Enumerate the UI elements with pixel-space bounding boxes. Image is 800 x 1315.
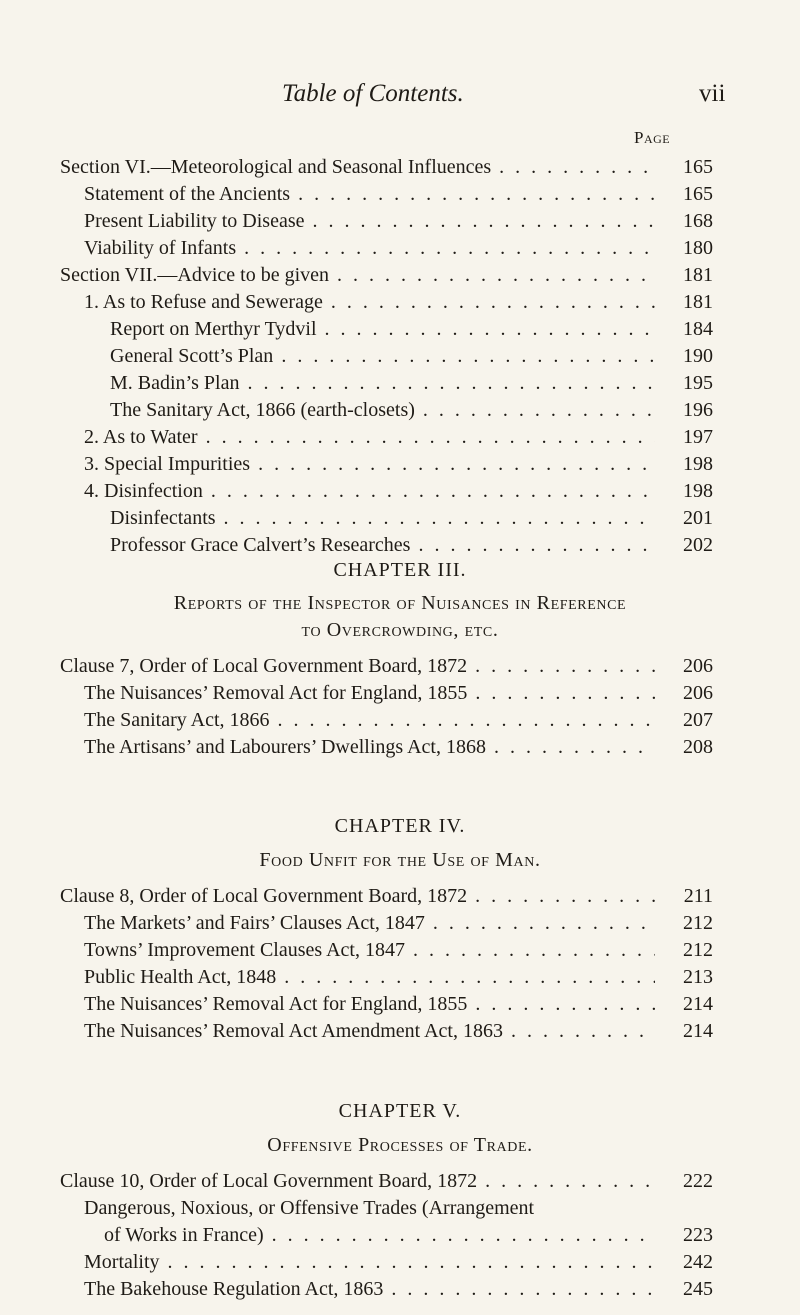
toc-entry (60, 881, 713, 911)
chapter-subtitle: Offensive Processes of Trade. (267, 1134, 533, 1156)
page-folio: vii (699, 80, 726, 107)
toc-entry-text: The Sanitary Act, 1866 (earth-closets) . . . (110, 395, 655, 425)
toc-entry (84, 705, 713, 735)
toc-entry (84, 1247, 713, 1277)
chapter-heading: CHAPTER IV. (334, 815, 466, 837)
toc-entry-text: 2. As to Water . . . (84, 422, 655, 452)
toc-entry-text: Professor Grace Calvert’s Researches . . . (110, 530, 655, 560)
toc-entry-text: Section VI.—Meteorological and Seasonal Influences . . . (60, 152, 655, 182)
toc-entry-page: 208 (683, 736, 713, 758)
toc-entry (84, 908, 713, 938)
toc-entry-page: 206 (683, 682, 713, 704)
toc-entry-text: of Works in France) . . . (104, 1220, 655, 1250)
toc-entry-page: 206 (683, 655, 713, 677)
toc-entry-page: 213 (683, 966, 713, 988)
toc-entry-page: 214 (683, 993, 713, 1015)
toc-entry (84, 678, 713, 708)
toc-entry-page: 212 (683, 912, 713, 934)
running-title: Table of Contents. (282, 80, 464, 107)
toc-entry (84, 1016, 713, 1046)
toc-entry-text: Clause 7, Order of Local Government Board, 1872 . . . (60, 651, 655, 681)
toc-entry-text: The Nuisances’ Removal Act for England, 1855 . . . (84, 989, 655, 1019)
toc-entry-text: The Artisans’ and Labourers’ Dwellings Act, 1868 . . . (84, 732, 655, 762)
toc-entry (84, 476, 713, 506)
toc-entry (84, 233, 713, 263)
toc-entry (110, 530, 713, 560)
toc-entry-page: 212 (683, 939, 713, 961)
toc-entry-page: 165 (683, 156, 713, 178)
toc-entry (60, 651, 713, 681)
toc-entry (60, 152, 713, 182)
chapter-heading: CHAPTER III. (333, 559, 467, 581)
toc-entry-page: 165 (683, 183, 713, 205)
chapter-heading: CHAPTER V. (338, 1100, 462, 1122)
toc-entry (84, 1274, 713, 1304)
toc-entry-text: The Nuisances’ Removal Act for England, 1855 . . . (84, 678, 655, 708)
toc-entry-page: 242 (683, 1251, 713, 1273)
toc-entry (110, 503, 713, 533)
toc-entry-text: Dangerous, Noxious, or Offensive Trades (Arrangement (84, 1197, 535, 1219)
toc-entry-page: 184 (683, 318, 713, 340)
toc-entry (84, 206, 713, 236)
running-head (0, 80, 800, 112)
chapter-subtitle: to Overcrowding, etc. (301, 619, 499, 641)
toc-entry-page: 198 (683, 453, 713, 475)
toc-entry (84, 179, 713, 209)
toc-entry-text: General Scott’s Plan . . . (110, 341, 655, 371)
toc-entry-text: 3. Special Impurities . . . (84, 449, 655, 479)
toc-entry-page: 196 (683, 399, 713, 421)
toc-entry-text: Section VII.—Advice to be given . . . (60, 260, 655, 290)
toc-entry-text: Statement of the Ancients . . . (84, 179, 655, 209)
toc-entry (84, 732, 713, 762)
toc-entry (84, 449, 713, 479)
toc-entry-text: Clause 8, Order of Local Government Board, 1872 . . . (60, 881, 655, 911)
toc-entry-page: 223 (683, 1224, 713, 1246)
chapter-subtitle: Reports of the Inspector of Nuisances in Reference (173, 592, 627, 614)
toc-entry-page: 207 (683, 709, 713, 731)
toc-entry-text: The Bakehouse Regulation Act, 1863 . . . (84, 1274, 655, 1304)
toc-entry-page: 214 (683, 1020, 713, 1042)
toc-entry-page: 245 (683, 1278, 713, 1300)
chapter-subtitle: Food Unfit for the Use of Man. (259, 849, 541, 871)
toc-entry-text: M. Badin’s Plan . . . (110, 368, 655, 398)
toc-entry-text: Disinfectants . . . (110, 503, 655, 533)
toc-entry-text: Present Liability to Disease . . . (84, 206, 655, 236)
toc-entry-page: 181 (683, 264, 713, 286)
toc-entry-page: 181 (683, 291, 713, 313)
toc-entry (110, 341, 713, 371)
toc-entry (84, 935, 713, 965)
toc-entry-text: Report on Merthyr Tydvil . . . (110, 314, 655, 344)
toc-entry (60, 260, 713, 290)
toc-entry-page: 168 (683, 210, 713, 232)
toc-entry-page: 211 (683, 885, 713, 907)
toc-entry-text: 4. Disinfection . . . (84, 476, 655, 506)
toc-entry-page: 197 (683, 426, 713, 448)
toc-entry (110, 395, 713, 425)
toc-entry (110, 314, 713, 344)
toc-entry-text: Clause 10, Order of Local Government Board, 1872 . . . (60, 1166, 655, 1196)
toc-entry-text: Public Health Act, 1848 . . . (84, 962, 655, 992)
toc-entry-page: 180 (683, 237, 713, 259)
toc-entry (60, 1166, 713, 1196)
toc-entry-text: Towns’ Improvement Clauses Act, 1847 . . . (84, 935, 655, 965)
toc-entry-page: 198 (683, 480, 713, 502)
toc-entry-text: Mortality . . . (84, 1247, 655, 1277)
toc-entry-text: The Markets’ and Fairs’ Clauses Act, 1847 . . . (84, 908, 655, 938)
toc-entry-text: The Nuisances’ Removal Act Amendment Act, 1863 . . . (84, 1016, 655, 1046)
toc-entry (84, 422, 713, 452)
toc-entry-page: 190 (683, 345, 713, 367)
page-column-label: Page (634, 128, 671, 147)
toc-entry-text: 1. As to Refuse and Sewerage . . . (84, 287, 655, 317)
toc-entry-text: Viability of Infants . . . (84, 233, 655, 263)
toc-entry-page: 222 (683, 1170, 713, 1192)
toc-entry (84, 962, 713, 992)
toc-entry-page: 201 (683, 507, 713, 529)
toc-entry-page: 195 (683, 372, 713, 394)
toc-entry (84, 287, 713, 317)
toc-entry (84, 989, 713, 1019)
toc-entry (104, 1220, 713, 1250)
toc-entry (110, 368, 713, 398)
toc-entry-text: The Sanitary Act, 1866 . . . (84, 705, 655, 735)
toc-entry-page: 202 (683, 534, 713, 556)
